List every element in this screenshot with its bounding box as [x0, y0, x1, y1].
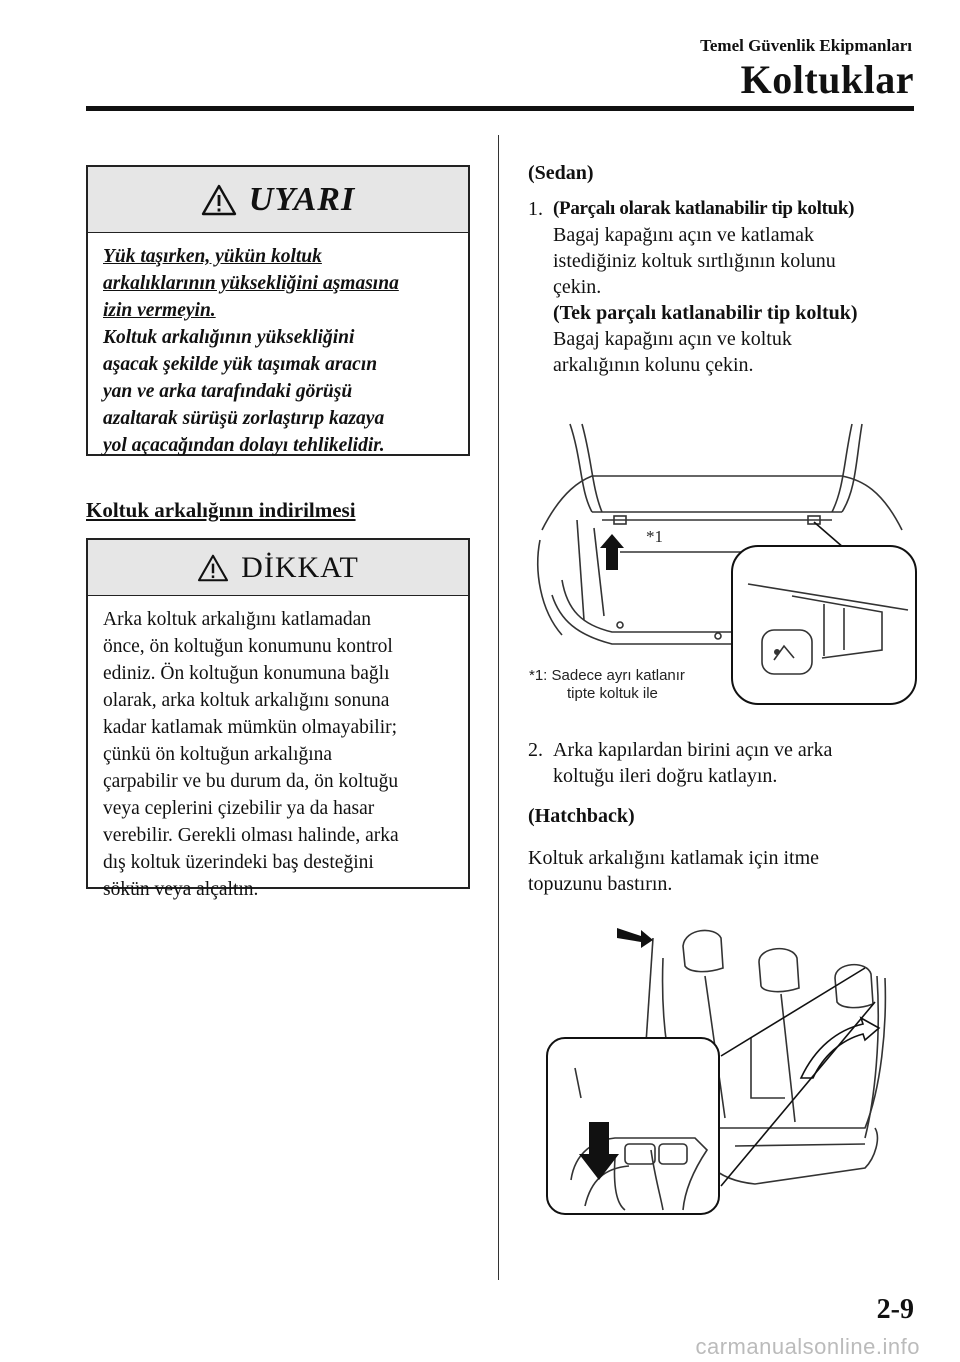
page-number: 2-9 — [876, 1294, 914, 1325]
warning-title: UYARI — [248, 180, 356, 218]
figure-footnote: tipte koltuk ile — [567, 685, 658, 702]
step-2-number: 2. — [528, 739, 543, 761]
step-1-line: çekin. — [553, 276, 602, 298]
warning-line: azaltarak sürüşü zorlaştırıp kazaya — [103, 408, 385, 429]
chapter-title: Koltuklar — [740, 57, 914, 102]
callout-label: *1 — [646, 527, 663, 546]
figure-footnote: *1: Sadece ayrı katlanır — [529, 667, 685, 684]
step-2-line: koltuğu ileri doğru katlayın. — [553, 765, 778, 787]
warning-line: yol açacağından dolayı tehlikelidir. — [103, 435, 385, 456]
warning-line: arkalıklarının yüksekliğini aşmasına — [103, 273, 399, 294]
warning-line: Koltuk arkalığının yüksekliğini — [103, 327, 355, 348]
header-rule — [86, 106, 914, 111]
caution-box — [86, 538, 470, 900]
rear-seat-illustration — [545, 918, 915, 1218]
warning-line: Yük taşırken, yükün koltuk — [103, 246, 322, 267]
warning-triangle-icon — [201, 184, 237, 216]
warning-line: izin vermeyin. — [103, 300, 216, 321]
step-1-line: arkalığının kolunu çekin. — [553, 354, 754, 376]
hatchback-line: Koltuk arkalığını katlamak için itme — [528, 847, 820, 869]
warning-header — [88, 167, 468, 233]
sedan-heading: (Sedan) — [528, 162, 594, 184]
hatchback-line: topuzunu bastırın. — [528, 873, 673, 895]
step-2-line: Arka kapılardan birini açın ve arka — [553, 739, 833, 761]
caution-line: önce, ön koltuğun konumunu kontrol — [103, 636, 393, 657]
step-1-number: 1. — [528, 198, 543, 220]
caution-line: veya ceplerini çizebilir ya da hasar — [103, 798, 375, 819]
watermark: carmanualsonline.info — [695, 1334, 920, 1359]
split-fold-title: (Parçalı olarak katlanabilir tip koltuk) — [553, 198, 855, 219]
hatchback-heading: (Hatchback) — [528, 805, 635, 827]
caution-title: DİKKAT — [241, 550, 359, 584]
caution-line: çarpabilir ve bu durum da, ön koltuğu — [103, 771, 399, 792]
caution-triangle-icon — [197, 554, 229, 582]
warning-box — [86, 165, 470, 456]
caution-body — [88, 596, 468, 903]
step-1-line: Bagaj kapağını açın ve koltuk — [553, 328, 792, 350]
caution-line: olarak, arka koltuk arkalığını sonuna — [103, 690, 390, 711]
subheading: Koltuk arkalığının indirilmesi — [86, 498, 356, 522]
warning-body — [88, 233, 468, 459]
caution-line: sökün veya alçaltın. — [103, 879, 259, 900]
caution-line: ediniz. Ön koltuğun konumuna bağlı — [103, 663, 390, 684]
column-divider — [498, 135, 499, 1280]
single-fold-title: (Tek parçalı katlanabilir tip koltuk) — [553, 302, 858, 324]
warning-line: yan ve arka tarafındaki görüşü — [103, 381, 353, 402]
section-title: Temel Güvenlik Ekipmanları — [700, 36, 912, 55]
caution-line: Arka koltuk arkalığını katlamadan — [103, 609, 372, 630]
warning-line: aşacak şekilde yük taşımak aracın — [103, 354, 378, 375]
caution-line: çünkü ön koltuğun arkalığına — [103, 744, 333, 765]
step-1-line: istediğiniz koltuk sırtlığının kolunu — [553, 250, 836, 272]
caution-line: verebilir. Gerekli olması halinde, arka — [103, 825, 399, 846]
caution-line: dış koltuk üzerindeki baş desteğini — [103, 852, 374, 873]
caution-line: kadar katlamak mümkün olmayabilir; — [103, 717, 398, 738]
caution-header — [88, 540, 468, 596]
step-1-line: Bagaj kapağını açın ve katlamak — [553, 224, 815, 246]
